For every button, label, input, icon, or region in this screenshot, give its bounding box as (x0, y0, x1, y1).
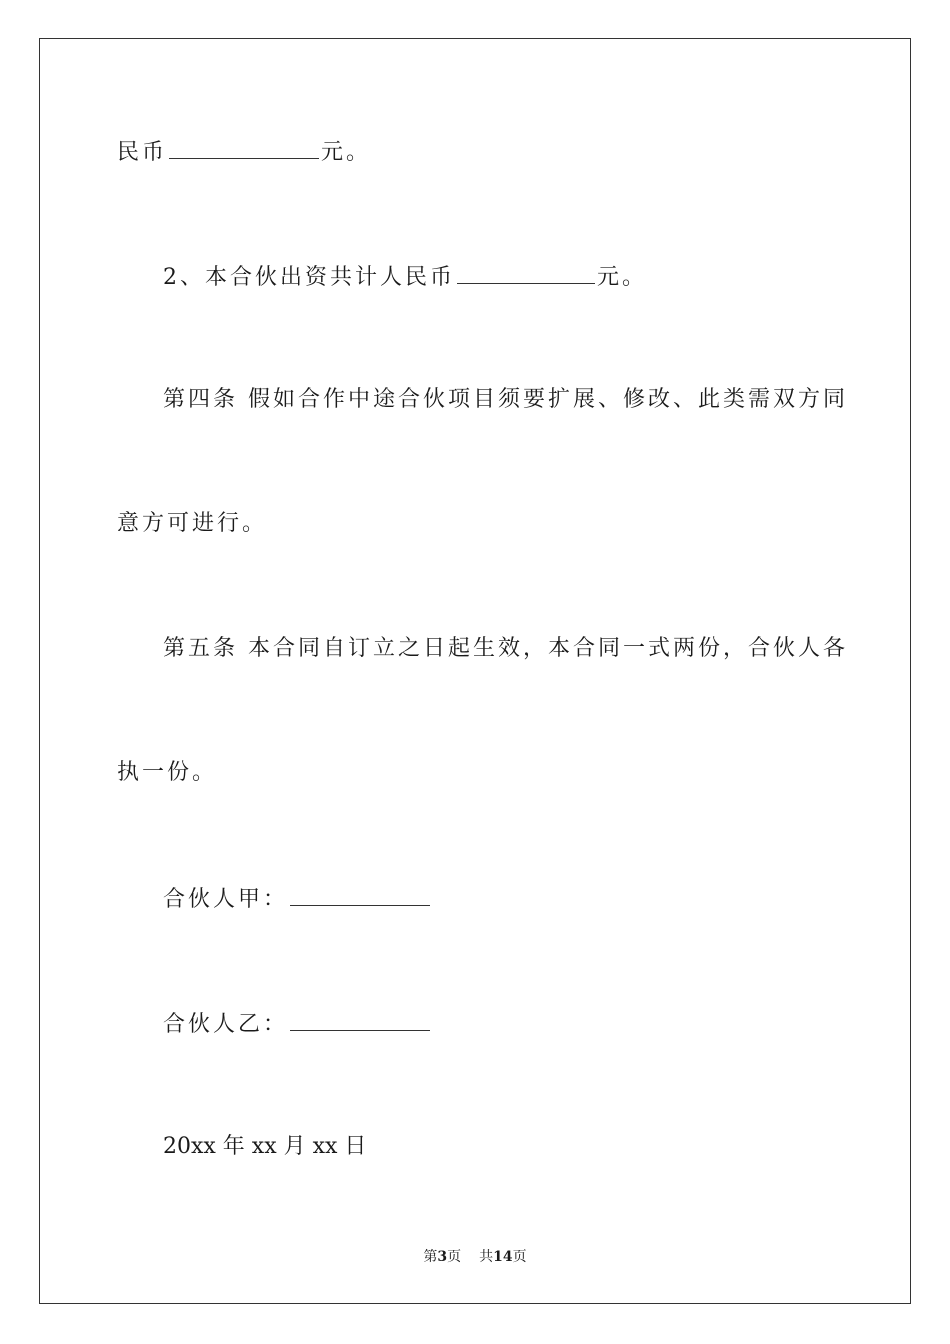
total-prefix: 共 (479, 1249, 494, 1265)
page-footer (0, 1248, 950, 1266)
text-before-blank: 民币 (117, 140, 168, 165)
partner-b-label: 合伙人乙： (163, 1012, 289, 1037)
article-five-line1: 第五条 本合同自订立之日起生效，本合同一式两份，合伙人各 (163, 636, 848, 661)
partner-a-signature (163, 883, 432, 915)
paragraph-amount-line (117, 136, 371, 168)
page-prefix: 第 (423, 1249, 438, 1265)
page-suffix: 页 (447, 1249, 462, 1265)
amount-blank (169, 136, 319, 159)
total-suffix: 页 (512, 1249, 527, 1265)
total-investment-text: 2、本合伙出资共计人民币 (163, 265, 455, 290)
total-page-count: 14 (493, 1249, 513, 1265)
article-five-line2: 执一份。 (117, 760, 218, 785)
partner-b-signature (163, 1008, 432, 1040)
article-four-line2: 意方可进行。 (117, 511, 268, 536)
current-page-number: 3 (437, 1249, 448, 1265)
total-investment-suffix: 元。 (597, 265, 648, 290)
partner-b-blank (290, 1008, 430, 1031)
partner-a-blank (290, 883, 430, 906)
text-after-blank: 元。 (321, 140, 372, 165)
article-four-line1: 第四条 假如合作中途合伙项目须要扩展、修改、此类需双方同 (163, 387, 848, 412)
total-amount-blank (457, 261, 595, 284)
partner-a-label: 合伙人甲： (163, 887, 289, 912)
contract-date: 20xx 年 xx 月 xx 日 (163, 1134, 367, 1159)
paragraph-total-investment (163, 261, 647, 293)
page-border (39, 38, 911, 1304)
